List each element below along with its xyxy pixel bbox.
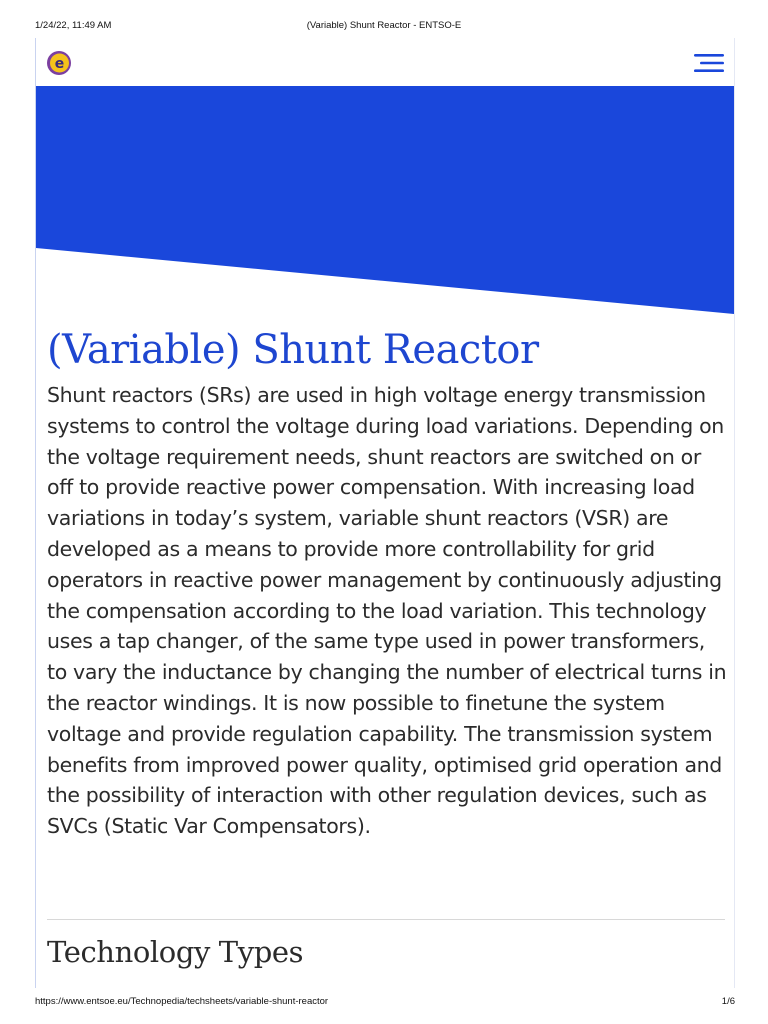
section-divider (47, 919, 725, 920)
print-page-number: 1/6 (721, 996, 735, 1007)
section-heading-technology-types: Technology Types (47, 935, 304, 969)
print-url: https://www.entsoe.eu/Technopedia/techsheets/variable-shunt-reactor (35, 996, 329, 1007)
print-document-title: (Variable) Shunt Reactor - ENTSO-E (306, 20, 462, 31)
print-header (0, 20, 768, 34)
hamburger-menu-icon (692, 52, 726, 74)
site-logo-link[interactable] (46, 50, 72, 76)
hero-banner (36, 86, 734, 314)
entsoe-logo-icon (46, 50, 72, 76)
site-header (36, 38, 734, 86)
logo-letter: e (54, 56, 65, 72)
article-intro: Shunt reactors (SRs) are used in high voltage energy transmission systems to control the voltage during load variations. Depending on the voltage requirement needs, shunt reactors are switched on or off to provide reactive power compensation. With increasing load variations in today’s system, variable shunt reactors (VSR) are developed as a means to provide more controllability for grid operators in reactive power management by continuously adjusting the compensation according to the load variation. This technology uses a tap changer, of the same type used in power transformers, to vary the inductance by changing the number of electrical turns in the reactor windings. It is now possible to finetune the system voltage and provide regulation capability. The transmission system benefits from improved power quality, optimised grid operation and the possibility of interaction with other regulation devices, such as SVCs (Static Var Compensators). (47, 383, 727, 839)
page-title: (Variable) Shunt Reactor (47, 327, 539, 373)
print-datetime: 1/24/22, 11:49 AM (35, 20, 112, 31)
article-content (47, 322, 727, 842)
hero-banner-shape (36, 86, 734, 314)
web-page (35, 38, 735, 988)
menu-button[interactable] (692, 52, 726, 74)
print-footer (0, 996, 768, 1010)
